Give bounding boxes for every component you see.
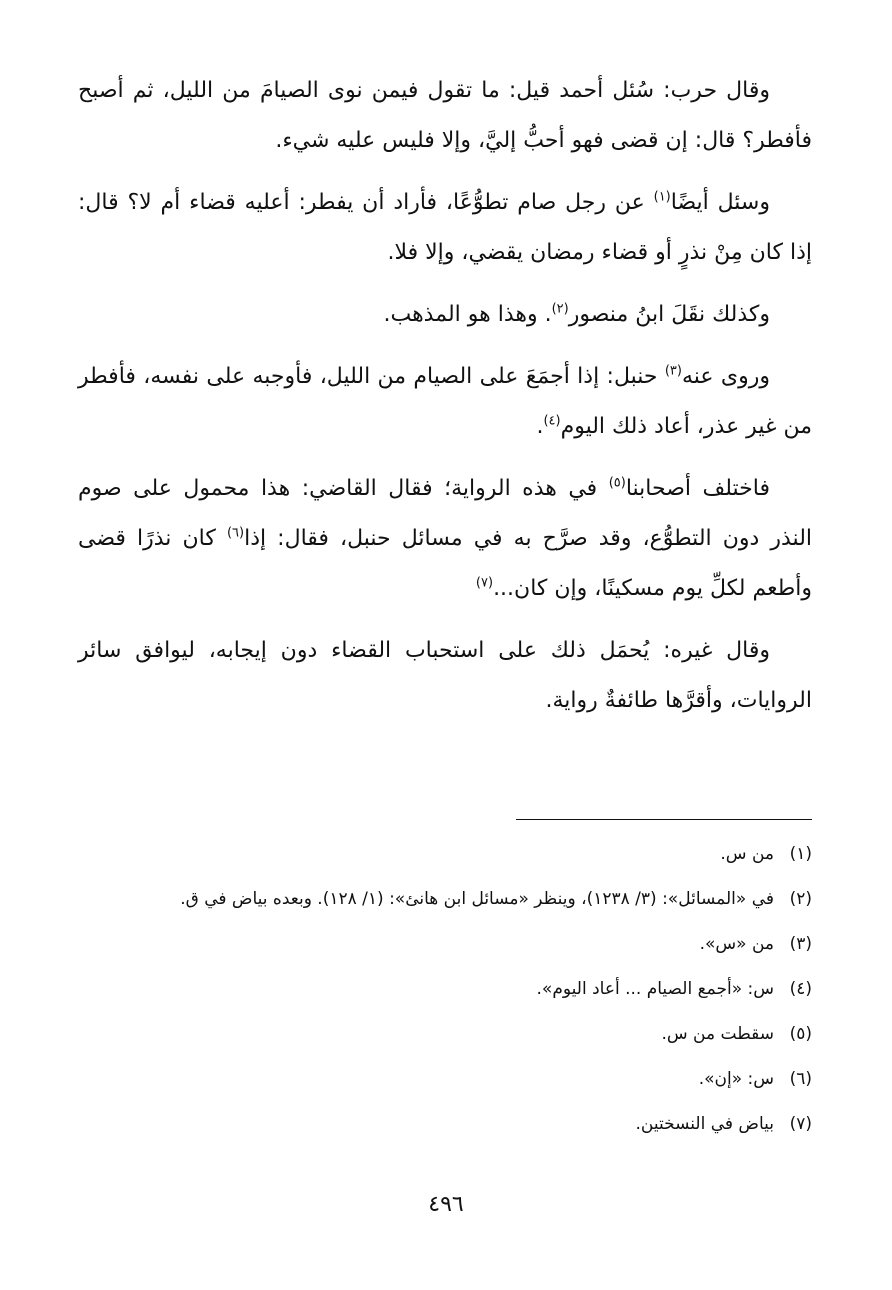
- paragraph-ghayruhu: [78, 626, 812, 726]
- footnote-ref[interactable]: (٣): [664, 363, 682, 379]
- paragraph-text: كان نذرًا قضى وأطعم لكلِّ يوم مسكينًا، وإن كان...: [78, 526, 812, 601]
- paragraph-ashab: [78, 464, 812, 614]
- paragraph-tatawwu: [78, 178, 812, 278]
- footnote-ref[interactable]: (١): [653, 189, 671, 205]
- footnote-item: [78, 832, 812, 877]
- footnote-divider: [516, 819, 812, 820]
- paragraph-text: عن رجل صام تطوُّعًا، فأراد أن يفطر: أعليه قضاء أم لا؟ قال: إذا كان مِنْ نذرٍ أو قضاء رمضان يقضي، وإلا فلا.: [78, 190, 812, 265]
- footnote-ref[interactable]: (٧): [475, 575, 494, 591]
- footnote-number: (١): [789, 844, 812, 864]
- footnote-number: (٧): [789, 1114, 812, 1134]
- footnote-number: (٦): [789, 1069, 812, 1089]
- main-text: [78, 66, 812, 738]
- footnote-number: (٢): [789, 889, 812, 909]
- footnote-item: [78, 1012, 812, 1057]
- footnote-item: [78, 1057, 812, 1102]
- footnote-item: [78, 967, 812, 1012]
- paragraph-ibn-mansur: [78, 290, 812, 340]
- footnote-text: س: «إن».: [698, 1069, 774, 1089]
- paragraph-text: في هذه الرواية؛ فقال القاضي: هذا محمول على صوم النذر دون التطوُّع، وقد صرَّح به في مسائل حنبل، فقال: إذا: [78, 476, 813, 551]
- paragraph-text: وقال حرب: سُئل أحمد قيل: ما تقول فيمن نوى الصيامَ من الليل، ثم أصبح فأفطر؟ قال: إن قضى فهو أحبُّ إليَّ، وإلا فليس عليه شيء.: [78, 78, 812, 153]
- paragraph-text: فاختلف أصحابنا: [625, 476, 770, 501]
- footnote-item: [78, 922, 812, 967]
- footnotes: [78, 832, 812, 1147]
- footnote-number: (٣): [789, 934, 812, 954]
- footnote-text: سقطت من س.: [661, 1024, 774, 1044]
- footnote-ref[interactable]: (٦): [226, 525, 245, 541]
- footnote-ref[interactable]: (٤): [543, 413, 561, 429]
- footnote-ref[interactable]: (٥): [608, 475, 626, 491]
- paragraph-hanbal: [78, 352, 812, 452]
- footnote-text: بياض في النسختين.: [635, 1114, 774, 1134]
- paragraph-text: وكذلك نقَلَ ابنُ منصور: [568, 302, 770, 327]
- footnote-number: (٥): [789, 1024, 812, 1044]
- paragraph-text: وقال غيره: يُحمَل ذلك على استحباب القضاء دون إيجابه، ليوافق سائر الروايات، وأقرَّها طائفةٌ رواية.: [78, 638, 812, 713]
- footnote-number: (٤): [789, 979, 812, 999]
- paragraph-text: وسئل أيضًا: [670, 190, 770, 215]
- paragraph-harb: [78, 66, 812, 166]
- paragraph-text: وروى عنه: [681, 364, 770, 389]
- paragraph-text: . وهذا هو المذهب.: [383, 302, 552, 327]
- paragraph-text: حنبل: إذا أجمَعَ على الصيام من الليل، فأوجبه على نفسه، فأفطر من غير عذر، أعاد ذلك اليوم: [78, 364, 812, 439]
- footnote-text: من «س».: [699, 934, 774, 954]
- paragraph-text: .: [536, 414, 544, 439]
- footnote-item: [78, 877, 812, 922]
- footnote-text: من س.: [720, 844, 774, 864]
- footnote-text: في «المسائل»: (٣/ ١٢٣٨)، وينظر «مسائل ابن هانئ»: (١/ ١٢٨). وبعده بياض في ق.: [180, 889, 774, 909]
- page-number: ٤٩٦: [428, 1192, 464, 1217]
- footnote-text: س: «أجمع الصيام ... أعاد اليوم».: [536, 979, 774, 999]
- footnote-ref[interactable]: (٢): [551, 301, 569, 317]
- footnote-item: [78, 1102, 812, 1147]
